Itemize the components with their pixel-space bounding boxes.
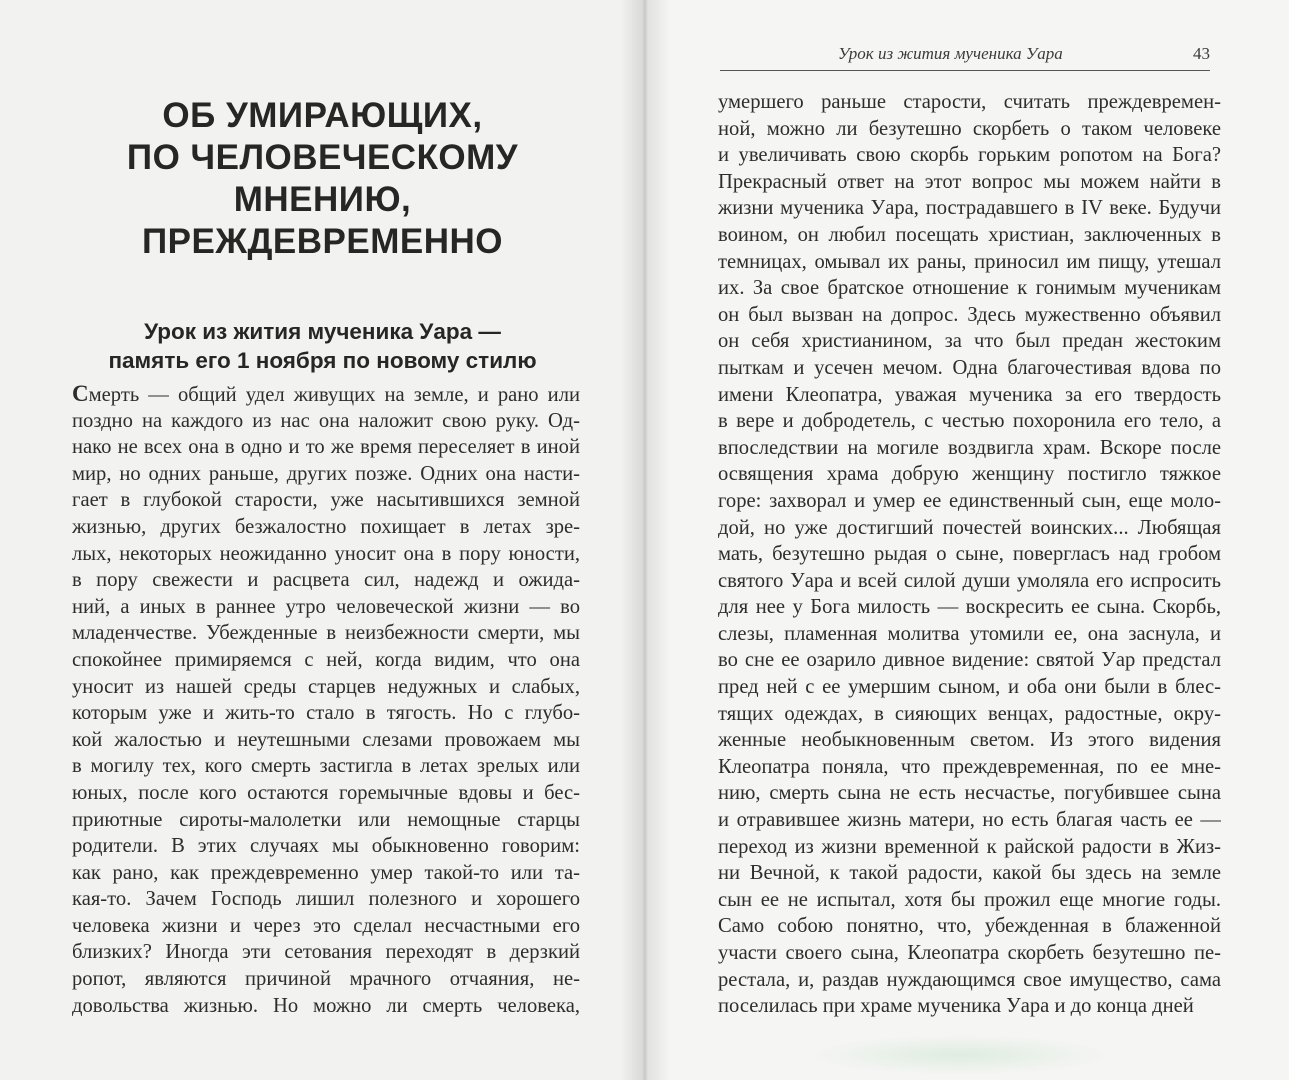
text-line: Прекрасный ответ на этот вопрос мы можем найти в xyxy=(718,170,1221,193)
text-line: лых, некоторых неожиданно уносит она в пору юности, xyxy=(72,542,580,565)
text-line: дой, но уже достигший почестей воинских... Любящая xyxy=(718,516,1221,539)
text-line: и увеличивать свою скорбь горьким ропотом на Бога? xyxy=(718,144,1221,167)
text-line: мать, безутешно рыдая о сыне, повергласъ над гробом xyxy=(718,543,1221,566)
text-line: Само собою понятно, что, убежденная в блаженной xyxy=(718,915,1221,938)
text-line: довольства жизнью. Но можно ли смерть человека, xyxy=(72,994,580,1017)
text-line: участи своего сына, Клеопатра скорбеть безутешно пе- xyxy=(718,942,1221,964)
text-line: воином, он любил посещать христиан, заключенных в xyxy=(718,223,1221,246)
left-body-text xyxy=(72,381,580,1019)
text-line: ний, а иных в раннее утро человеческой жизни — во xyxy=(72,595,580,618)
text-line: рестала, и, раздав нуждающимся свое имущество, сама xyxy=(718,968,1221,991)
text-line: приютные сироты-малолетки или немощные старцы xyxy=(72,808,580,831)
text-line: ропот, являются причиной мрачного отчаяния, не- xyxy=(72,968,580,991)
text-line: которым уже и жить-то стало в тягость. Но с глубо- xyxy=(72,702,580,725)
text-line xyxy=(72,381,580,408)
text-line: родители. В этих случаях мы обыкновенно говорим: xyxy=(72,835,580,858)
text-line: их. За свое братское отношение к гонимым мученикам xyxy=(718,277,1221,300)
subtitle-line: память его 1 ноября по новому стилю xyxy=(108,348,537,373)
text-line: освящения храма добрую женщину постигло тяжкое xyxy=(718,463,1221,486)
text-line: жизни мученика Уара, пострадавшего в IV веке. Будучи xyxy=(718,197,1221,220)
text-line: поздно на каждого из нас она наложит свою руку. Од- xyxy=(72,409,580,432)
chapter-title-line: ПРЕЖДЕВРЕМЕННО xyxy=(142,222,503,261)
bleed-through-shadow xyxy=(70,255,570,315)
text-line: как рано, как преждевременно умер такой-то или та- xyxy=(72,861,580,884)
book-gutter-shadow xyxy=(620,0,670,1080)
text-line: мир, но одних раньше, других позже. Одних она насти- xyxy=(72,462,580,485)
text-line: темницах, омывал их раны, приносил им пищу, утешал xyxy=(718,250,1221,273)
text-line: ни Вечной, к такой радости, какой бы здесь на земле xyxy=(718,862,1221,885)
text-line-rest: мерть — общий удел живущих на земле, и рано или xyxy=(88,384,580,406)
text-line: он был вызван на допрос. Здесь мужественно объявил xyxy=(718,303,1221,326)
text-line: ной, можно ли безутешно скорбеть о таком человеке xyxy=(718,117,1221,140)
chapter-title-line: МНЕНИЮ, xyxy=(233,180,412,219)
text-line: во сне ее озарило дивное видение: святой Уар предстал xyxy=(718,649,1221,672)
text-line: и отравившее жизнь матери, но есть благая часть ее — xyxy=(718,809,1221,832)
text-line: гает в глубокой старости, уже насытившихся земной xyxy=(72,489,580,512)
text-line: уносит из нашей среды старцев недужных и слабых, xyxy=(72,675,580,698)
text-line: он себя христианином, за что был предан жестоким xyxy=(718,330,1221,353)
text-line: юных, после кого остаются горемычные вдовы и бес- xyxy=(72,781,580,804)
text-line: человека жизни и через это сделал несчастными его xyxy=(72,914,580,937)
text-line: нако не всех она в одно и то же время переселяет в иной xyxy=(72,436,580,459)
text-line: святого Уара и всей силой души умоляла его испросить xyxy=(718,569,1221,592)
chapter-title-line: ПО ЧЕЛОВЕЧЕСКОМУ xyxy=(126,138,519,177)
text-line: горе: захворал и умер ее единственный сын, еще моло- xyxy=(718,489,1221,512)
text-line: для нее у Бога милость — воскресить ее сына. Скорбь, xyxy=(718,596,1221,619)
chapter-title xyxy=(75,95,570,263)
text-line: пред ней с ее умершим сыном, и оба они были в блес- xyxy=(718,676,1221,699)
drop-cap: С xyxy=(72,381,89,406)
text-line: нию, смерть сына не есть несчастье, погубившее сына xyxy=(718,782,1221,805)
text-line: сын ее не испытал, хотя бы прожил еще многие годы. xyxy=(718,888,1221,911)
text-line: в могилу тех, кого смерть застигла в летах зрелых или xyxy=(72,755,580,778)
page-number: 43 xyxy=(1193,44,1210,63)
running-header xyxy=(720,42,1210,71)
text-line: имени Клеопатра, уважая мученика за его твердость xyxy=(718,383,1221,406)
text-line: в пору свежести и расцвета сил, надежд и ожида- xyxy=(72,569,580,592)
text-line: пыткам и усечен мечом. Одна благочестивая вдова по xyxy=(718,356,1221,379)
text-line: слезы, пламенная молитва утомили ее, она заснула, и xyxy=(718,622,1221,645)
text-line: близких? Иногда эти сетования переходят в дерзкий xyxy=(72,941,580,964)
text-line: спокойнее примиряемся с ней, когда видим, что она xyxy=(72,648,580,671)
text-line: умершего раньше старости, считать преждевремен- xyxy=(718,91,1221,113)
chapter-title-line: ОБ УМИРАЮЩИХ, xyxy=(162,96,483,135)
text-line: кой жалостью и неутешными слезами провожаем мы xyxy=(72,728,580,751)
right-body-text xyxy=(718,89,1221,1020)
page-stain xyxy=(810,1035,1110,1075)
subtitle-line: Урок из жития мученика Уара — xyxy=(144,319,501,344)
text-line: женные необыкновенным светом. Из этого видения xyxy=(718,729,1221,752)
running-title: Урок из жития мученика Уара xyxy=(838,44,1063,63)
text-line: тящих одеждах, в сияющих венцах, радостные, окру- xyxy=(718,702,1221,725)
text-line: жизнью, других безжалостно похищает в летах зре- xyxy=(72,515,580,538)
text-line: поселилась при храме мученика Уара и до конца дней xyxy=(718,995,1194,1018)
text-line: младенчестве. Убежденные в неизбежности смерти, мы xyxy=(72,622,580,645)
text-line: Клеопатра поняла, что преждевременная, по ее мне- xyxy=(718,755,1221,778)
text-line: впоследствии на могиле воздвигла храм. Вскоре после xyxy=(718,436,1221,459)
section-subtitle xyxy=(75,317,570,375)
text-line: кая-то. Зачем Господь лишил полезного и хорошего xyxy=(72,888,580,911)
text-line: в вере и добродетель, с честью похоронила его тело, а xyxy=(718,410,1221,433)
text-line: переход из жизни временной к райской радости в Жиз- xyxy=(718,835,1221,858)
